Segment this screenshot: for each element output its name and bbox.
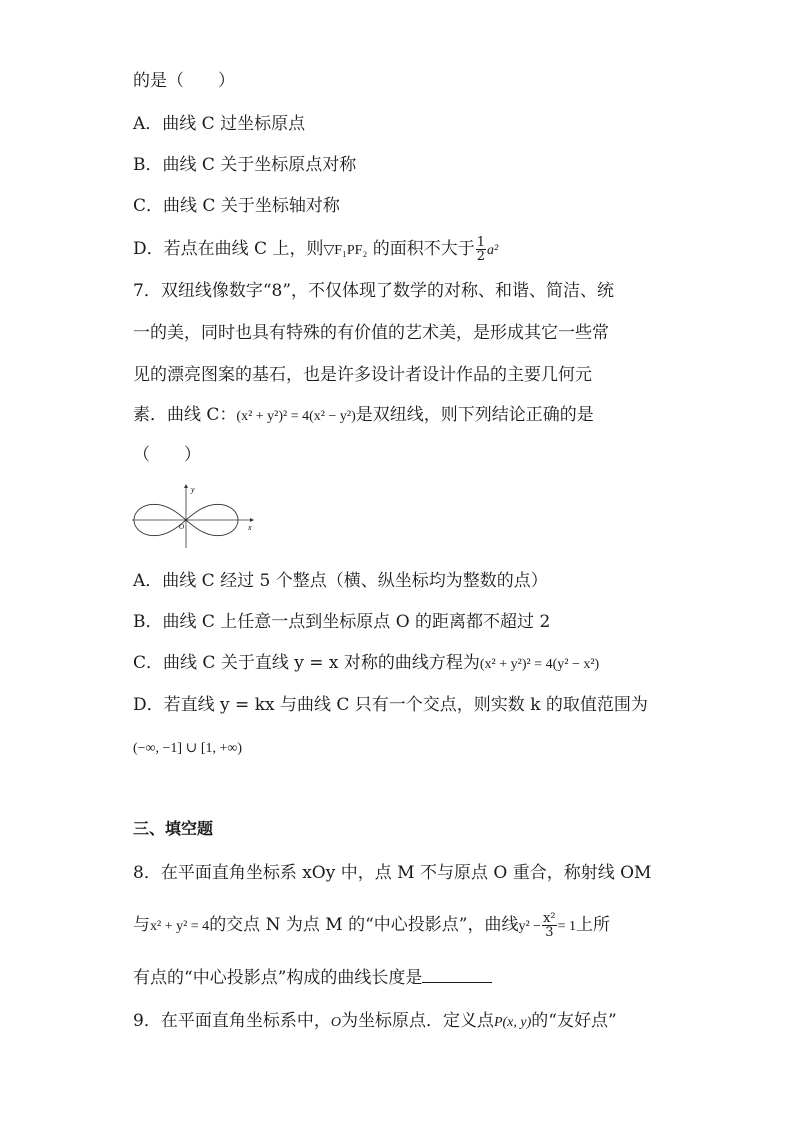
q8-line-2-mid: 的交点 N 为点 M 的“中心投影点”，曲线: [209, 915, 519, 935]
fraction-numerator: x²: [543, 911, 556, 926]
q7-option-c-text: C．曲线 C 关于直线 y = x 对称的曲线方程为: [133, 653, 480, 673]
circle-equation: x² + y² = 4: [150, 919, 210, 934]
q7-line-3: 见的漂亮图案的基石，也是许多设计者设计作品的主要几何元: [133, 365, 592, 385]
q8-line-3-text: 有点的“中心投影点”构成的曲线长度是: [133, 968, 423, 988]
q7-line-4: [133, 404, 594, 428]
q6-stem-end: 的是（ ）: [133, 71, 235, 91]
hyperbola-fraction: [542, 912, 557, 939]
q7-line-2: 一的美，同时也具有特殊的有价值的艺术美，是形成其它一些常: [133, 323, 609, 343]
q7-option-d: D．若直线 y = kx 与曲线 C 只有一个交点，则实数 k 的取值范围为: [133, 695, 648, 715]
y-axis-arrow: [184, 484, 188, 488]
q6-option-b: B．曲线 C 关于坐标原点对称: [133, 155, 357, 175]
x-axis-arrow: [250, 518, 254, 522]
q6-option-d-mid: 的面积不大于: [367, 239, 475, 259]
q7-option-c: [133, 652, 599, 676]
fraction-denominator: 2: [476, 249, 486, 264]
hyperbola-rhs: = 1: [557, 919, 577, 934]
q6-option-c: C．曲线 C 关于坐标轴对称: [133, 196, 340, 216]
q9-line-1-pre: 9．在平面直角坐标系中，: [133, 1011, 331, 1031]
q8-line-3: [133, 966, 492, 989]
q7-option-b: B．曲线 C 上任意一点到坐标原点 O 的距离都不超过 2: [133, 612, 551, 632]
q7-answer-paren: （ ）: [133, 445, 201, 465]
q6-option-a: A．曲线 C 过坐标原点: [133, 114, 306, 134]
lemniscate-figure: [130, 482, 260, 550]
q7-option-d-range: [133, 736, 242, 760]
q7-option-c-equation: (x² + y²)² = 4(y² − x²): [479, 657, 600, 672]
q6-option-d-fraction: [476, 236, 486, 263]
fraction-numerator: 1: [476, 235, 486, 250]
q7-line-1: 7．双纽线像数字“8”，不仅体现了数学的对称、和谐、简洁、统: [133, 281, 615, 301]
x-axis-label: x: [248, 523, 252, 532]
q6-option-d-triangle: ▽F₁PF₂: [323, 243, 368, 258]
section-title: 三、填空题: [133, 819, 214, 838]
answer-blank[interactable]: [422, 966, 492, 983]
q9-line-1: [133, 1010, 617, 1034]
range-expression: (−∞, −1] ∪ [1, +∞): [133, 741, 243, 756]
origin-label: O: [179, 523, 185, 531]
q7-line-4-pre: 素．曲线 C：: [133, 405, 237, 425]
q7-option-a: A．曲线 C 经过 5 个整点（横、纵坐标均为整数的点）: [133, 571, 548, 591]
q8-line-2-post: 上所: [576, 915, 611, 935]
q6-option-d-text: D．若点在曲线 C 上，则: [133, 239, 324, 259]
q7-line-4-post: 是双纽线，则下列结论正确的是: [355, 405, 594, 425]
q8-line-2-pre: 与: [133, 915, 150, 935]
q7-lemniscate-equation: (x² + y²)² = 4(x² − y²): [236, 409, 356, 424]
q9-line-1-mid: 为坐标原点．定义点: [340, 1011, 494, 1031]
y-axis-label: y: [191, 485, 195, 494]
fraction-denominator: 3: [545, 925, 554, 940]
hyperbola-lhs: y² −: [518, 919, 542, 934]
point-p: P(x, y): [493, 1015, 532, 1030]
q8-line-1: 8．在平面直角坐标系 xOy 中，点 M 不与原点 O 重合，称射线 OM: [133, 863, 652, 883]
q6-option-d: [133, 236, 498, 263]
q8-line-2: [133, 912, 610, 939]
q9-line-1-post: 的“友好点”: [531, 1011, 617, 1031]
q6-option-d-a-squared: a²: [487, 243, 499, 258]
origin-symbol: O: [330, 1015, 341, 1030]
